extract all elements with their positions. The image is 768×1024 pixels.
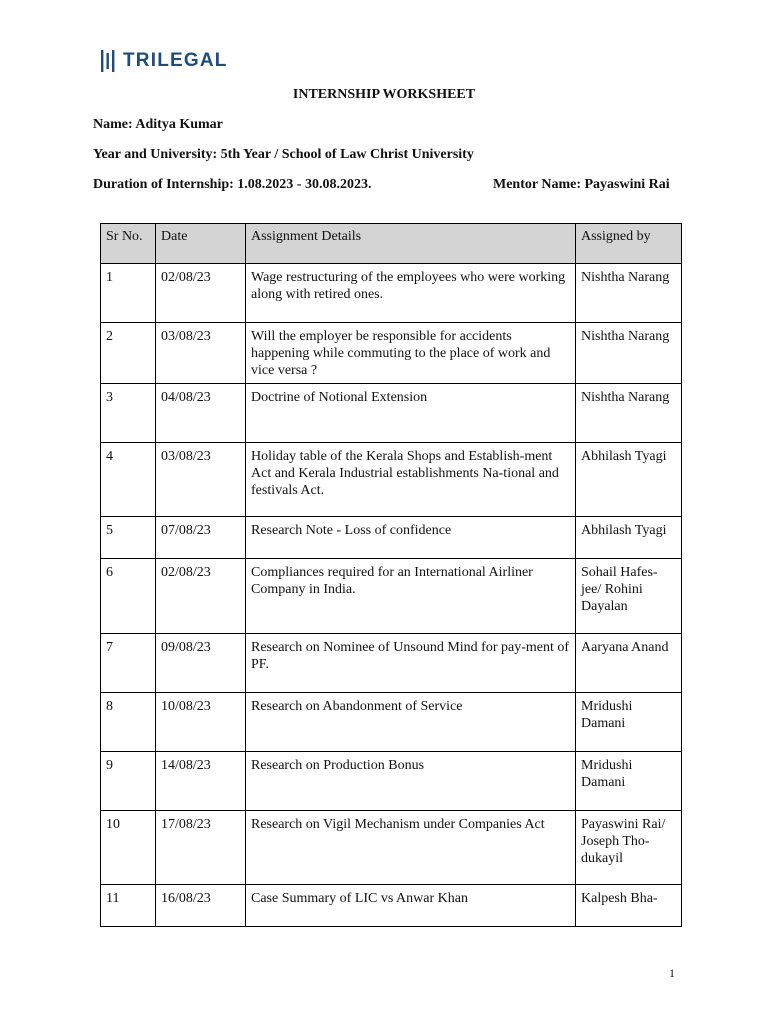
cell-assigned-by: Abhilash Tyagi [576, 443, 682, 517]
cell-sr-no: 6 [101, 559, 156, 634]
cell-date: 03/08/23 [156, 443, 246, 517]
cell-sr-no: 7 [101, 634, 156, 693]
cell-date: 03/08/23 [156, 323, 246, 384]
cell-sr-no: 11 [101, 885, 156, 927]
header-assignment-details: Assignment Details [246, 224, 576, 264]
cell-assignment: Doctrine of Notional Extension [246, 384, 576, 443]
cell-assignment: Holiday table of the Kerala Shops and Establish-ment Act and Kerala Industrial establishments Na-tional and festivals Act. [246, 443, 576, 517]
table-row [101, 811, 682, 885]
header-date: Date [156, 224, 246, 264]
cell-assigned-by: Kalpesh Bha- [576, 885, 682, 927]
table-row [101, 517, 682, 559]
cell-assignment: Case Summary of LIC vs Anwar Khan [246, 885, 576, 927]
cell-sr-no: 2 [101, 323, 156, 384]
cell-date: 09/08/23 [156, 634, 246, 693]
cell-assignment: Compliances required for an International Airliner Company in India. [246, 559, 576, 634]
cell-date: 14/08/23 [156, 752, 246, 811]
cell-assignment: Research on Vigil Mechanism under Companies Act [246, 811, 576, 885]
cell-assigned-by: Payaswini Rai/ Joseph Tho-dukayil [576, 811, 682, 885]
header-assigned-by: Assigned by [576, 224, 682, 264]
cell-sr-no: 8 [101, 693, 156, 752]
cell-assigned-by: Nishtha Narang [576, 323, 682, 384]
cell-sr-no: 4 [101, 443, 156, 517]
cell-sr-no: 10 [101, 811, 156, 885]
cell-date: 17/08/23 [156, 811, 246, 885]
cell-date: 02/08/23 [156, 264, 246, 323]
table-row [101, 634, 682, 693]
table-row [101, 384, 682, 443]
table-row [101, 323, 682, 384]
internship-duration: Duration of Internship: 1.08.2023 - 30.08.2023. [93, 177, 372, 192]
table-row [101, 559, 682, 634]
cell-sr-no: 3 [101, 384, 156, 443]
cell-assigned-by: Sohail Hafes-jee/ Rohini Dayalan [576, 559, 682, 634]
cell-date: 04/08/23 [156, 384, 246, 443]
table-row [101, 443, 682, 517]
cell-assigned-by: Abhilash Tyagi [576, 517, 682, 559]
cell-assignment: Wage restructuring of the employees who were working along with retired ones. [246, 264, 576, 323]
table-header-row [101, 224, 682, 264]
trilegal-logo-icon [100, 49, 116, 73]
year-university: Year and University: 5th Year / School of Law Christ University [93, 147, 474, 162]
cell-date: 10/08/23 [156, 693, 246, 752]
cell-assigned-by: Aaryana Anand [576, 634, 682, 693]
cell-assignment: Research on Abandonment of Service [246, 693, 576, 752]
cell-assigned-by: Mridushi Damani [576, 752, 682, 811]
cell-assignment: Will the employer be responsible for accidents happening while commuting to the place of work and vice versa ? [246, 323, 576, 384]
cell-assigned-by: Nishtha Narang [576, 384, 682, 443]
cell-assignment: Research on Nominee of Unsound Mind for pay-ment of PF. [246, 634, 576, 693]
table-row [101, 264, 682, 323]
header-sr-no: Sr No. [101, 224, 156, 264]
mentor-name: Mentor Name: Payaswini Rai [493, 177, 670, 192]
table-row [101, 885, 682, 927]
intern-name: Name: Aditya Kumar [93, 117, 223, 132]
table-row [101, 752, 682, 811]
page-number: 1 [669, 966, 675, 980]
cell-assignment: Research on Production Bonus [246, 752, 576, 811]
cell-date: 16/08/23 [156, 885, 246, 927]
page-title: INTERNSHIP WORKSHEET [292, 87, 476, 102]
cell-sr-no: 1 [101, 264, 156, 323]
cell-sr-no: 5 [101, 517, 156, 559]
cell-assignment: Research Note - Loss of confidence [246, 517, 576, 559]
trilegal-logo [100, 49, 228, 73]
cell-date: 07/08/23 [156, 517, 246, 559]
cell-assigned-by: Nishtha Narang [576, 264, 682, 323]
cell-date: 02/08/23 [156, 559, 246, 634]
worksheet-table [100, 223, 682, 927]
table-row [101, 693, 682, 752]
cell-sr-no: 9 [101, 752, 156, 811]
logo-text: TRILEGAL [123, 50, 228, 71]
cell-assigned-by: Mridushi Damani [576, 693, 682, 752]
